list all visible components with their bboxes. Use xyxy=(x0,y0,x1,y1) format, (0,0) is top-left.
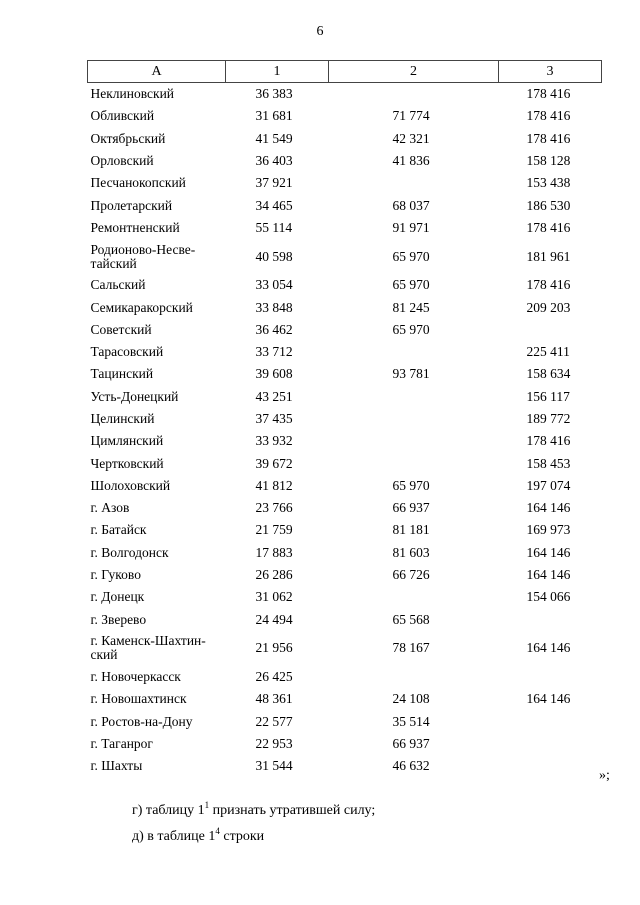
value-col-2 xyxy=(329,386,499,408)
value-col-1: 48 361 xyxy=(255,691,293,707)
value-col-2: 65 970 xyxy=(392,321,430,337)
value-col-1: 33 848 xyxy=(255,299,293,315)
table-row xyxy=(88,688,602,710)
value-col-1: 55 114 xyxy=(255,219,293,235)
district-name xyxy=(88,296,226,318)
district-name-line: Сальский xyxy=(90,277,146,293)
page-number: 6 xyxy=(316,24,324,39)
district-name xyxy=(88,733,226,755)
value-col-3: 197 074 xyxy=(526,477,571,493)
table-row xyxy=(88,586,602,608)
table-row xyxy=(88,631,602,666)
table-row xyxy=(88,666,602,688)
district-name-line: г. Азов xyxy=(90,500,130,516)
district-name xyxy=(88,194,226,216)
district-name xyxy=(88,519,226,541)
district-name-line: Октябрьский xyxy=(90,130,166,146)
value-col-3 xyxy=(499,666,602,688)
table-row xyxy=(88,319,602,341)
value-col-2 xyxy=(329,408,499,430)
district-name xyxy=(88,666,226,688)
value-col-2: 65 970 xyxy=(392,277,430,293)
table-row xyxy=(88,172,602,194)
value-col-3: 164 146 xyxy=(526,567,571,583)
value-col-3: 178 416 xyxy=(526,277,571,293)
table-row xyxy=(88,564,602,586)
value-col-1: 26 286 xyxy=(255,567,293,583)
table-row xyxy=(88,217,602,239)
district-name xyxy=(88,408,226,430)
paragraph-g-text: г) таблицу 1 xyxy=(132,803,205,818)
value-col-3 xyxy=(499,755,602,777)
value-col-2: 65 568 xyxy=(392,611,430,627)
district-name-line: г. Донецк xyxy=(90,589,145,605)
table-row xyxy=(88,755,602,777)
table-header-row xyxy=(88,61,602,83)
value-col-2: 46 632 xyxy=(392,758,430,774)
value-col-2: 41 836 xyxy=(392,153,430,169)
value-col-2 xyxy=(329,452,499,474)
paragraph-d xyxy=(132,826,264,845)
district-name xyxy=(88,755,226,777)
value-col-1: 40 598 xyxy=(255,248,293,264)
value-col-1: 26 425 xyxy=(255,668,293,684)
value-col-3: 189 772 xyxy=(526,411,571,426)
value-col-2: 24 108 xyxy=(392,691,430,707)
value-col-1: 37 921 xyxy=(255,175,293,191)
district-name xyxy=(88,609,226,631)
value-col-3: 178 416 xyxy=(526,433,571,449)
value-col-2: 66 937 xyxy=(392,735,430,751)
value-col-2: 68 037 xyxy=(392,197,430,213)
value-col-1: 36 383 xyxy=(255,86,293,102)
value-col-3: 181 961 xyxy=(526,248,571,264)
district-name-line: Обливский xyxy=(90,108,155,124)
table-row xyxy=(88,452,602,474)
district-name-line: г. Гуково xyxy=(90,567,141,583)
value-col-1: 22 577 xyxy=(255,713,293,729)
district-name xyxy=(88,363,226,385)
value-col-2 xyxy=(329,666,499,688)
value-col-2 xyxy=(329,83,499,106)
district-name-line: Орловский xyxy=(90,153,154,169)
district-name xyxy=(88,586,226,608)
district-name xyxy=(88,688,226,710)
district-name-line: Советский xyxy=(90,321,152,337)
district-name-line: Тацинский xyxy=(90,366,154,382)
value-col-1: 23 766 xyxy=(255,500,293,516)
value-col-2: 71 774 xyxy=(392,108,430,124)
header-col-3: 3 xyxy=(499,61,602,83)
district-name-line-2: ский xyxy=(90,647,118,663)
district-name-line: Шолоховский xyxy=(90,477,171,493)
value-col-1: 36 403 xyxy=(255,153,293,169)
district-name xyxy=(88,83,226,106)
value-col-3 xyxy=(499,319,602,341)
paragraph-d-superscript: 4 xyxy=(215,826,220,836)
district-name xyxy=(88,128,226,150)
value-col-3: 178 416 xyxy=(526,86,571,102)
paragraph-g-superscript: 1 xyxy=(204,800,210,810)
value-col-3: 164 146 xyxy=(526,544,571,560)
table-row xyxy=(88,194,602,216)
value-col-3: 178 416 xyxy=(526,108,571,124)
value-col-3: 164 146 xyxy=(526,640,571,656)
table-row xyxy=(88,296,602,318)
district-name-line: г. Новочеркасск xyxy=(90,668,181,684)
district-name xyxy=(88,172,226,194)
value-col-1: 41 549 xyxy=(255,130,293,146)
value-col-2: 65 970 xyxy=(392,248,430,264)
district-name xyxy=(88,217,226,239)
value-col-2: 42 321 xyxy=(392,130,430,146)
value-col-1: 39 608 xyxy=(255,366,293,382)
table-row xyxy=(88,733,602,755)
value-col-2: 81 181 xyxy=(392,522,430,538)
value-col-2: 81 603 xyxy=(392,544,430,560)
table-row xyxy=(88,341,602,363)
table-row xyxy=(88,150,602,172)
district-name xyxy=(88,386,226,408)
header-col-a: А xyxy=(88,61,226,83)
table-row xyxy=(88,408,602,430)
district-name-line: г. Новошахтинск xyxy=(90,691,187,707)
district-name xyxy=(88,475,226,497)
district-name-line: Тарасовский xyxy=(90,344,164,360)
value-col-1: 33 712 xyxy=(255,344,293,360)
header-col-1: 1 xyxy=(226,61,329,83)
value-col-2: 78 167 xyxy=(392,640,430,656)
district-name-line: г. Таганрог xyxy=(90,735,153,751)
table-row xyxy=(88,363,602,385)
table-row xyxy=(88,497,602,519)
table-row xyxy=(88,475,602,497)
district-name xyxy=(88,710,226,732)
paragraph-d-text: д) в таблице 1 xyxy=(132,829,216,844)
value-col-1: 31 681 xyxy=(255,108,293,124)
district-name-line: г. Зверево xyxy=(90,611,147,627)
value-col-1: 21 956 xyxy=(255,640,293,656)
data-table xyxy=(87,60,602,777)
paragraph-g-text-end: признать утратившей силу; xyxy=(209,803,376,818)
value-col-3: 164 146 xyxy=(526,500,571,516)
district-name-line: Чертковский xyxy=(90,455,164,471)
value-col-2: 66 726 xyxy=(392,567,430,583)
district-name xyxy=(88,430,226,452)
table-row xyxy=(88,430,602,452)
district-name-line: г. Шахты xyxy=(90,758,143,774)
value-col-3: 158 453 xyxy=(526,455,571,471)
value-col-1: 39 672 xyxy=(255,455,293,471)
value-col-2: 35 514 xyxy=(392,713,430,729)
value-col-1: 21 759 xyxy=(255,522,293,538)
district-name xyxy=(88,631,226,666)
table-body xyxy=(88,83,602,778)
value-col-1: 33 054 xyxy=(255,277,293,293)
value-col-2 xyxy=(329,172,499,194)
district-name xyxy=(88,542,226,564)
value-col-1: 41 812 xyxy=(255,477,293,493)
table-row xyxy=(88,542,602,564)
table-row xyxy=(88,83,602,106)
district-name-line: Усть-Донецкий xyxy=(90,388,179,404)
district-name xyxy=(88,564,226,586)
district-name-line: г. Ростов-на-Дону xyxy=(90,713,193,729)
value-col-2 xyxy=(329,341,499,363)
district-name-line: Неклиновский xyxy=(90,86,175,102)
paragraph-d-text-end: строки xyxy=(219,829,265,844)
district-name-line: Семикаракорский xyxy=(90,299,193,315)
value-col-1: 36 462 xyxy=(255,321,293,337)
value-col-2 xyxy=(329,430,499,452)
table-row xyxy=(88,519,602,541)
district-name xyxy=(88,239,226,274)
value-col-1: 33 932 xyxy=(255,433,293,449)
header-col-2: 2 xyxy=(329,61,499,83)
closing-quote: »; xyxy=(599,768,610,783)
value-col-3: 186 530 xyxy=(526,197,571,213)
value-col-3: 154 066 xyxy=(526,589,571,605)
value-col-3 xyxy=(499,609,602,631)
value-col-2: 91 971 xyxy=(392,219,430,235)
district-name-line: Цимлянский xyxy=(90,433,164,449)
value-col-3: 178 416 xyxy=(526,219,571,235)
table-row xyxy=(88,609,602,631)
value-col-3: 178 416 xyxy=(526,130,571,146)
value-col-1: 43 251 xyxy=(255,388,293,404)
table-row xyxy=(88,105,602,127)
table-row xyxy=(88,128,602,150)
value-col-3: 209 203 xyxy=(526,299,571,315)
value-col-2: 93 781 xyxy=(392,366,430,382)
district-name xyxy=(88,319,226,341)
district-name-line: Песчанокопский xyxy=(90,175,186,191)
district-name xyxy=(88,105,226,127)
district-name xyxy=(88,452,226,474)
value-col-3: 158 128 xyxy=(526,153,571,169)
value-col-2 xyxy=(329,586,499,608)
value-col-3: 169 973 xyxy=(526,522,571,538)
table-row xyxy=(88,274,602,296)
district-name-line: Ремонтненский xyxy=(90,219,180,235)
table-row xyxy=(88,239,602,274)
value-col-1: 37 435 xyxy=(255,411,293,426)
paragraph-g xyxy=(132,800,375,819)
district-name xyxy=(88,150,226,172)
value-col-2: 65 970 xyxy=(392,477,430,493)
value-col-1: 31 062 xyxy=(255,589,293,605)
value-col-1: 22 953 xyxy=(255,735,293,751)
value-col-3: 153 438 xyxy=(526,175,571,191)
value-col-3: 156 117 xyxy=(526,388,570,404)
district-name-line: г. Волгодонск xyxy=(90,544,169,560)
district-name xyxy=(88,497,226,519)
district-name xyxy=(88,341,226,363)
value-col-1: 31 544 xyxy=(255,758,293,774)
table-row xyxy=(88,710,602,732)
district-name-line-2: тайский xyxy=(90,255,137,271)
value-col-1: 24 494 xyxy=(255,611,293,627)
district-name-line: Родионово-Несве- xyxy=(90,241,196,257)
value-col-3 xyxy=(499,733,602,755)
value-col-1: 17 883 xyxy=(255,544,293,560)
value-col-1: 34 465 xyxy=(255,197,293,213)
value-col-2: 81 245 xyxy=(392,299,430,315)
district-name-line: Пролетарский xyxy=(90,197,173,213)
district-name xyxy=(88,274,226,296)
table-row xyxy=(88,386,602,408)
value-col-2: 66 937 xyxy=(392,500,430,516)
district-name-line: г. Батайск xyxy=(90,522,147,538)
value-col-3: 225 411 xyxy=(526,344,570,360)
district-name-line: г. Каменск-Шахтин- xyxy=(90,633,206,649)
value-col-3: 164 146 xyxy=(526,691,571,707)
district-name-line: Целинский xyxy=(90,411,155,426)
value-col-3 xyxy=(499,710,602,732)
value-col-3: 158 634 xyxy=(526,366,571,382)
